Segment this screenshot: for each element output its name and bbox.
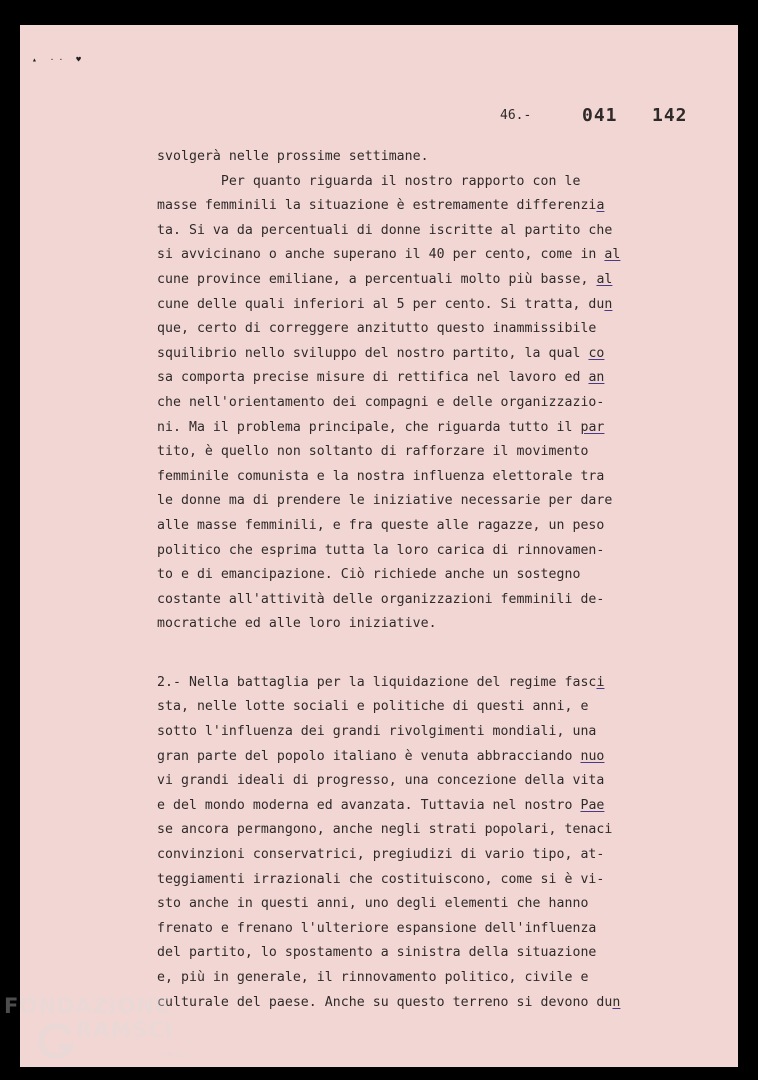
text-line [157, 342, 702, 367]
typewritten-page [20, 25, 738, 1067]
text-line [157, 843, 702, 868]
text-line [157, 563, 702, 588]
line-text: ni. Ma il problema principale, che riguarda tutto il [157, 419, 581, 435]
text-line [157, 745, 702, 770]
line-text: teggiamenti irrazionali che costituiscono, come si è vi- [157, 871, 605, 887]
line-text: Per quanto riguarda il nostro rapporto con le [157, 173, 581, 189]
underlined-hyphenation: co [588, 345, 605, 361]
line-text: femminile comunista e la nostra influenza elettorale tra [157, 468, 605, 484]
text-line [157, 465, 702, 490]
underlined-hyphenation: a [596, 198, 605, 214]
underlined-hyphenation: n [604, 296, 613, 312]
text-line [157, 818, 702, 843]
text-line [157, 941, 702, 966]
line-text: politico che esprima tutta la loro carica di rinnovamen- [157, 542, 605, 558]
line-text: 2.- Nella battaglia per la liquidazione del regime fasc [157, 674, 597, 690]
page-specks: ▴ ·· ♥ [32, 55, 85, 64]
text-line [157, 268, 702, 293]
underlined-hyphenation: al [604, 247, 621, 263]
line-text: tito, è quello non soltanto di rafforzare il movimento [157, 444, 589, 460]
text-line [157, 966, 702, 991]
text-line [157, 539, 702, 564]
text-line [157, 991, 702, 1016]
line-text: cune province emiliane, a percentuali molto più basse, [157, 271, 597, 287]
text-line [157, 769, 702, 794]
text-line [157, 720, 702, 745]
line-text: que, certo di correggere anzitutto questo inammissibile [157, 321, 597, 337]
line-text: che nell'orientamento dei compagni e delle organizzazio- [157, 394, 605, 410]
line-text: costante all'attività delle organizzazioni femminili de- [157, 591, 605, 607]
line-text: svolgerà nelle prossime settimane. [157, 149, 429, 164]
line-text: mocratiche ed alle loro iniziative. [157, 616, 437, 632]
text-line [157, 391, 702, 416]
line-text: alle masse femminili, e fra queste alle ragazze, un peso [157, 517, 605, 533]
text-line [157, 671, 702, 696]
text-line [157, 588, 702, 613]
line-text: culturale del paese. Anche su questo terreno si devono du [157, 994, 613, 1010]
line-text: sa comporta precise misure di rettifica nel lavoro ed [157, 370, 589, 386]
line-text: squilibrio nello sviluppo del nostro partito, la qual [157, 345, 589, 361]
text-line [157, 145, 702, 170]
page-reference [500, 105, 700, 131]
line-text: si avvicinano o anche superano il 40 per cento, come in [157, 247, 605, 263]
text-line [157, 892, 702, 917]
line-text: le donne ma di prendere le iniziative necessarie per dare [157, 493, 613, 509]
underlined-hyphenation: n [612, 994, 621, 1010]
watermark-line2: RAMSCI [76, 1018, 174, 1042]
underlined-hyphenation: par [580, 419, 605, 435]
line-text: cune delle quali inferiori al 5 per cento. Si tratta, du [157, 296, 605, 312]
line-text: gran parte del popolo italiano è venuta abbracciando [157, 748, 581, 764]
page-number: 142 [652, 105, 688, 126]
line-text: convinzioni conservatrici, pregiudizi di vario tipo, at- [157, 847, 605, 863]
paragraph-gap [157, 637, 702, 671]
watermark-onlus: onlus [162, 1050, 187, 1060]
text-line [157, 612, 702, 637]
underlined-hyphenation: nuo [580, 748, 605, 764]
page-ref-small: 46.- [500, 108, 532, 123]
archive-number: 041 [582, 105, 618, 126]
line-text: sotto l'influenza dei grandi rivolgimenti mondiali, una [157, 724, 597, 740]
line-text: se ancora permangono, anche negli strati popolari, tenaci [157, 822, 613, 838]
line-text: del partito, lo spostamento a sinistra della situazione [157, 945, 597, 961]
watermark-line1: FONDAZIONE [4, 994, 171, 1018]
text-line [157, 366, 702, 391]
text-line [157, 243, 702, 268]
line-text: vi grandi ideali di progresso, una concezione della vita [157, 773, 605, 789]
text-line [157, 416, 702, 441]
text-line [157, 170, 702, 195]
text-line [157, 514, 702, 539]
text-line [157, 219, 702, 244]
text-line [157, 489, 702, 514]
line-text: e del mondo moderna ed avanzata. Tuttavia nel nostro [157, 797, 581, 813]
line-text: to e di emancipazione. Ciò richiede anche un sostegno [157, 567, 581, 583]
underlined-hyphenation: Pae [580, 797, 605, 813]
line-text: frenato e frenano l'ulteriore espansione dell'influenza [157, 920, 597, 936]
text-line [157, 794, 702, 819]
line-text: e, più in generale, il rinnovamento politico, civile e [157, 970, 589, 985]
document-body [157, 145, 702, 1015]
text-line [157, 695, 702, 720]
text-line [157, 317, 702, 342]
text-line [157, 917, 702, 942]
underlined-hyphenation: al [596, 271, 613, 287]
underlined-hyphenation: an [588, 370, 605, 386]
line-text: ta. Si va da percentuali di donne iscritte al partito che [157, 222, 613, 238]
text-line [157, 194, 702, 219]
text-line [157, 293, 702, 318]
text-line [157, 868, 702, 893]
line-text: sto anche in questi anni, uno degli elementi che hanno [157, 896, 589, 912]
underlined-hyphenation: i [596, 674, 605, 690]
line-text: sta, nelle lotte sociali e politiche di questi anni, e [157, 699, 589, 715]
text-line [157, 440, 702, 465]
line-text: masse femminili la situazione è estremamente differenzi [157, 198, 597, 214]
